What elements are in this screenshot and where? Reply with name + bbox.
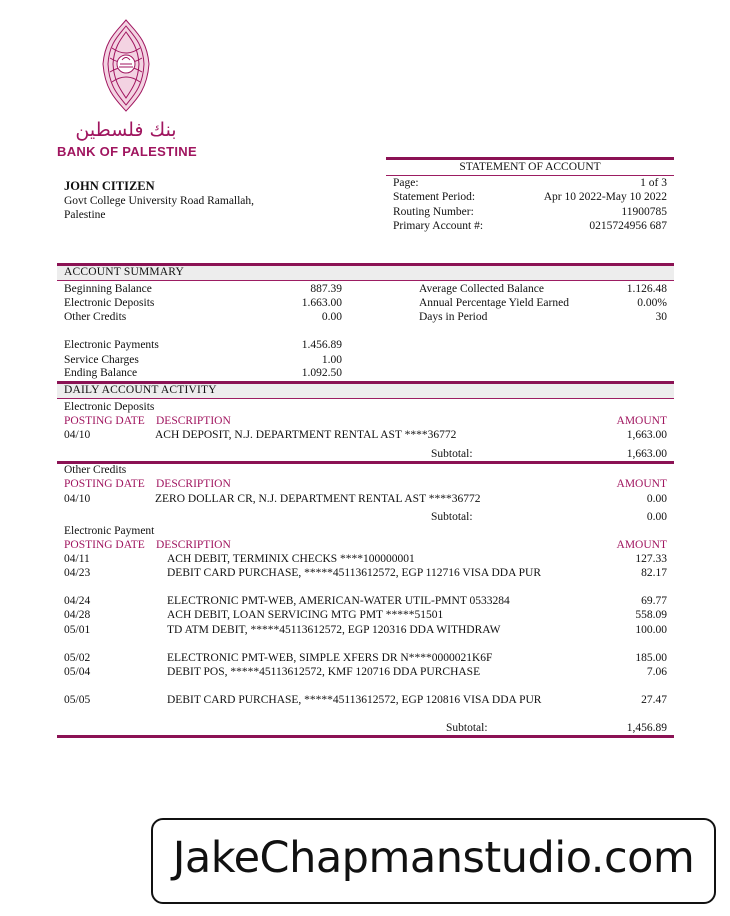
- summary-value: 30: [655, 311, 667, 323]
- row-amount: 0.00: [646, 493, 667, 505]
- summary-label: Beginning Balance: [64, 283, 152, 295]
- row-amount: 1,663.00: [626, 429, 667, 441]
- summary-title-rule: [57, 280, 674, 281]
- row-date: 04/10: [64, 429, 91, 441]
- row-amount: 27.47: [641, 694, 667, 706]
- section-title: Other Credits: [64, 464, 127, 476]
- row-description: ACH DEBIT, LOAN SERVICING MTG PMT *****51501: [167, 609, 444, 621]
- row-date: 05/04: [64, 666, 91, 678]
- summary-value: 1.663.00: [301, 297, 342, 309]
- subtotal-label: Subtotal:: [431, 511, 473, 523]
- summary-value: 1.456.89: [301, 339, 342, 351]
- summary-label: Ending Balance: [64, 367, 138, 379]
- summary-value: 0.00: [321, 311, 342, 323]
- col-description: DESCRIPTION: [156, 539, 231, 551]
- summary-value: 1.00: [321, 354, 342, 366]
- summary-label: Electronic Deposits: [64, 297, 155, 309]
- customer-name: JOHN CITIZEN: [64, 179, 155, 193]
- bank-logo: [100, 18, 152, 113]
- row-amount: 7.06: [646, 666, 667, 678]
- summary-label: Other Credits: [64, 311, 127, 323]
- row-description: ZERO DOLLAR CR, N.J. DEPARTMENT RENTAL AST ****36772: [155, 493, 481, 505]
- row-description: ACH DEBIT, TERMINIX CHECKS ****100000001: [167, 553, 415, 565]
- row-amount: 82.17: [641, 567, 667, 579]
- row-description: ELECTRONIC PMT-WEB, AMERICAN-WATER UTIL-PMNT 0533284: [167, 595, 510, 607]
- col-posting-date: POSTING DATE: [64, 415, 145, 427]
- section-title: Electronic Deposits: [64, 401, 155, 413]
- summary-label: Electronic Payments: [64, 339, 159, 351]
- subtotal-value: 1,663.00: [626, 448, 667, 460]
- statement-title-rule: [386, 175, 674, 176]
- summary-label: Annual Percentage Yield Earned: [419, 297, 569, 309]
- section-title: Electronic Payment: [64, 525, 155, 537]
- statement-top-rule: [386, 157, 674, 160]
- row-amount: 185.00: [635, 652, 667, 664]
- col-posting-date: POSTING DATE: [64, 478, 145, 490]
- row-date: 04/11: [64, 553, 90, 565]
- row-date: 05/05: [64, 694, 91, 706]
- subtotal-label: Subtotal:: [431, 448, 473, 460]
- activity-bottom-rule: [57, 735, 674, 738]
- row-amount: 558.09: [635, 609, 667, 621]
- activity-title-rule: [57, 398, 674, 399]
- col-amount: AMOUNT: [616, 478, 667, 490]
- watermark-box: [151, 818, 716, 904]
- summary-title: ACCOUNT SUMMARY: [64, 266, 185, 278]
- routing-label: Routing Number:: [393, 206, 474, 218]
- col-amount: AMOUNT: [616, 539, 667, 551]
- summary-label: Days in Period: [419, 311, 488, 323]
- row-description: TD ATM DEBIT, *****45113612572, EGP 120316 DDA WITHDRAW: [167, 624, 501, 636]
- page-label: Page:: [393, 177, 419, 189]
- customer-address-line2: Palestine: [64, 209, 106, 221]
- subtotal-value: 0.00: [646, 511, 667, 523]
- subtotal-value: 1,456.89: [626, 722, 667, 734]
- customer-address-line1: Govt College University Road Ramallah,: [64, 195, 255, 207]
- row-date: 04/10: [64, 493, 91, 505]
- summary-value: 1.092.50: [301, 367, 342, 379]
- period-label: Statement Period:: [393, 191, 476, 203]
- col-description: DESCRIPTION: [156, 478, 231, 490]
- row-amount: 100.00: [635, 624, 667, 636]
- bank-emblem-icon: [100, 18, 152, 113]
- summary-value: 1.126.48: [626, 283, 667, 295]
- activity-title: DAILY ACCOUNT ACTIVITY: [64, 384, 217, 396]
- summary-value: 0.00%: [637, 297, 667, 309]
- subtotal-label: Subtotal:: [446, 722, 488, 734]
- bank-name-arabic: بنك فلسطين: [75, 119, 177, 141]
- row-date: 05/02: [64, 652, 91, 664]
- col-description: DESCRIPTION: [156, 415, 231, 427]
- watermark-text: JakeChapmanstudio.com: [172, 833, 695, 883]
- summary-label: Average Collected Balance: [419, 283, 544, 295]
- row-date: 04/28: [64, 609, 91, 621]
- summary-value: 887.39: [310, 283, 342, 295]
- row-amount: 127.33: [635, 553, 667, 565]
- row-description: ELECTRONIC PMT-WEB, SIMPLE XFERS DR N****0000021K6F: [167, 652, 493, 664]
- col-amount: AMOUNT: [616, 415, 667, 427]
- row-date: 04/24: [64, 595, 91, 607]
- statement-title: STATEMENT OF ACCOUNT: [459, 161, 601, 173]
- row-date: 05/01: [64, 624, 91, 636]
- period-value: Apr 10 2022-May 10 2022: [543, 191, 667, 203]
- row-description: DEBIT POS, *****45113612572, KMF 120716 DDA PURCHASE: [167, 666, 481, 678]
- account-label: Primary Account #:: [393, 220, 484, 232]
- summary-label: Service Charges: [64, 354, 139, 366]
- section-rule: [57, 461, 674, 464]
- col-posting-date: POSTING DATE: [64, 539, 145, 551]
- row-date: 04/23: [64, 567, 91, 579]
- routing-value: 11900785: [621, 206, 667, 218]
- row-description: ACH DEPOSIT, N.J. DEPARTMENT RENTAL AST ****36772: [155, 429, 457, 441]
- row-description: DEBIT CARD PURCHASE, *****45113612572, EGP 120816 VISA DDA PUR: [167, 694, 542, 706]
- account-value: 0215724956 687: [589, 220, 667, 232]
- row-description: DEBIT CARD PURCHASE, *****45113612572, EGP 112716 VISA DDA PUR: [167, 567, 542, 579]
- page-value: 1 of 3: [640, 177, 667, 189]
- row-amount: 69.77: [641, 595, 667, 607]
- bank-name: BANK OF PALESTINE: [57, 144, 197, 159]
